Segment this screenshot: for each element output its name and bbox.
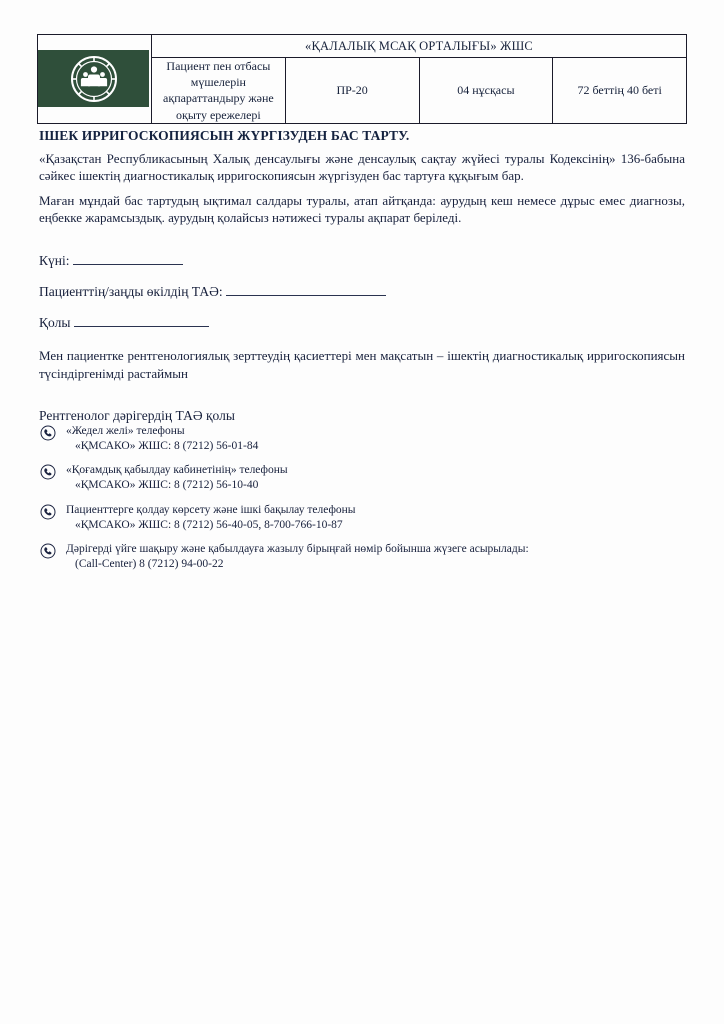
paragraph-legal-right: «Қазақстан Республикасының Халық денсаулығы және денсаулық сақтау жүйесі туралы Кодексінің» 136-бабына сәйкес ішектің диагностикалық ирригоскопиясын жүргізуден бас тартуға құқығым бар. (39, 151, 685, 184)
field-patient-label: Пациенттің/заңды өкілдің ТАӘ: (39, 284, 223, 300)
document-rules-line2: ақпараттандыру және оқыту ережелері (163, 91, 274, 122)
list-item (40, 542, 680, 572)
phone-description: Дәрігерді үйге шақыру және қабылдауға жазылу бірыңғай нөмір бойынша жүзеге асырылады: (66, 543, 529, 556)
phone-icon (40, 543, 56, 559)
document-body (39, 128, 685, 424)
logo-cell (38, 35, 152, 124)
list-item (40, 463, 680, 493)
document-rules-line1: Пациент пен отбасы мүшелерін (166, 59, 271, 90)
phone-number[interactable]: «ҚМСАКО» ЖШС: 8 (7212) 56-01-84 (75, 439, 259, 452)
phone-description: Пациенттерге қолдау көрсету және ішкі бақылау телефоны (66, 503, 356, 516)
doctor-fields (39, 408, 685, 424)
field-signature-label: Қолы (39, 315, 71, 331)
header-title-row (38, 35, 687, 58)
field-date (39, 252, 685, 269)
form-fields (39, 252, 685, 331)
field-patient-name (39, 283, 685, 300)
doctor-name-label: Рентгенолог дәрігердің ТАӘ (39, 408, 203, 424)
phone-number[interactable]: «ҚМСАКО» ЖШС: 8 (7212) 56-10-40 (75, 479, 259, 492)
phone-description: «Жедел желі» телефоны (66, 425, 185, 437)
field-date-label: Күні: (39, 253, 70, 269)
phone-icon (40, 464, 56, 480)
organization-logo (38, 50, 149, 107)
field-patient-input[interactable] (226, 283, 386, 296)
document-rules-title (152, 58, 286, 124)
phone-number[interactable]: (Call-Center) 8 (7212) 94-00-22 (75, 558, 224, 571)
field-date-input[interactable] (73, 252, 183, 265)
contact-phone-list (40, 424, 680, 582)
field-signature (39, 314, 685, 331)
field-signature-input[interactable] (74, 314, 209, 327)
phone-number[interactable]: «ҚМСАКО» ЖШС: 8 (7212) 56-40-05, 8-700-766-10-87 (75, 518, 343, 531)
confirmation-text: Мен пациентке рентгенологиялық зерттеудің қасиеттері мен мақсатын – ішектің диагностикалық ирригоскопиясын түсіндіргенімді растаймын (39, 348, 685, 381)
list-item (40, 424, 680, 454)
organization-title: «ҚАЛАЛЫҚ МСАҚ ОРТАЛЫҒЫ» ЖШС (152, 35, 687, 58)
list-item (40, 503, 680, 533)
page-title: ІШЕК ИРРИГОСКОПИЯСЫН ЖҮРГІЗУДЕН БАС ТАРТУ. (39, 128, 410, 143)
paragraph-consequences: Маған мұндай бас тартудың ықтимал салдары туралы, атап айтқанда: аурудың кеш немесе дұрыс емес диагнозы, еңбекке жарамсыздық. аурудың қолайсыз нәтижесі туралы ақпарат беріледі. (39, 192, 685, 225)
phone-icon (40, 425, 56, 441)
doctor-signature-label: қолы (205, 408, 235, 424)
document-header-table (37, 34, 687, 124)
phone-description: «Қоғамдық қабылдау кабинетінің» телефоны (66, 464, 288, 477)
confirmation-block (39, 347, 685, 382)
family-emblem-icon (65, 54, 123, 104)
document-page-number: 72 беттің 40 беті (553, 58, 687, 124)
document-code: ПР-20 (285, 58, 419, 124)
phone-icon (40, 504, 56, 520)
document-version: 04 нұсқасы (419, 58, 553, 124)
